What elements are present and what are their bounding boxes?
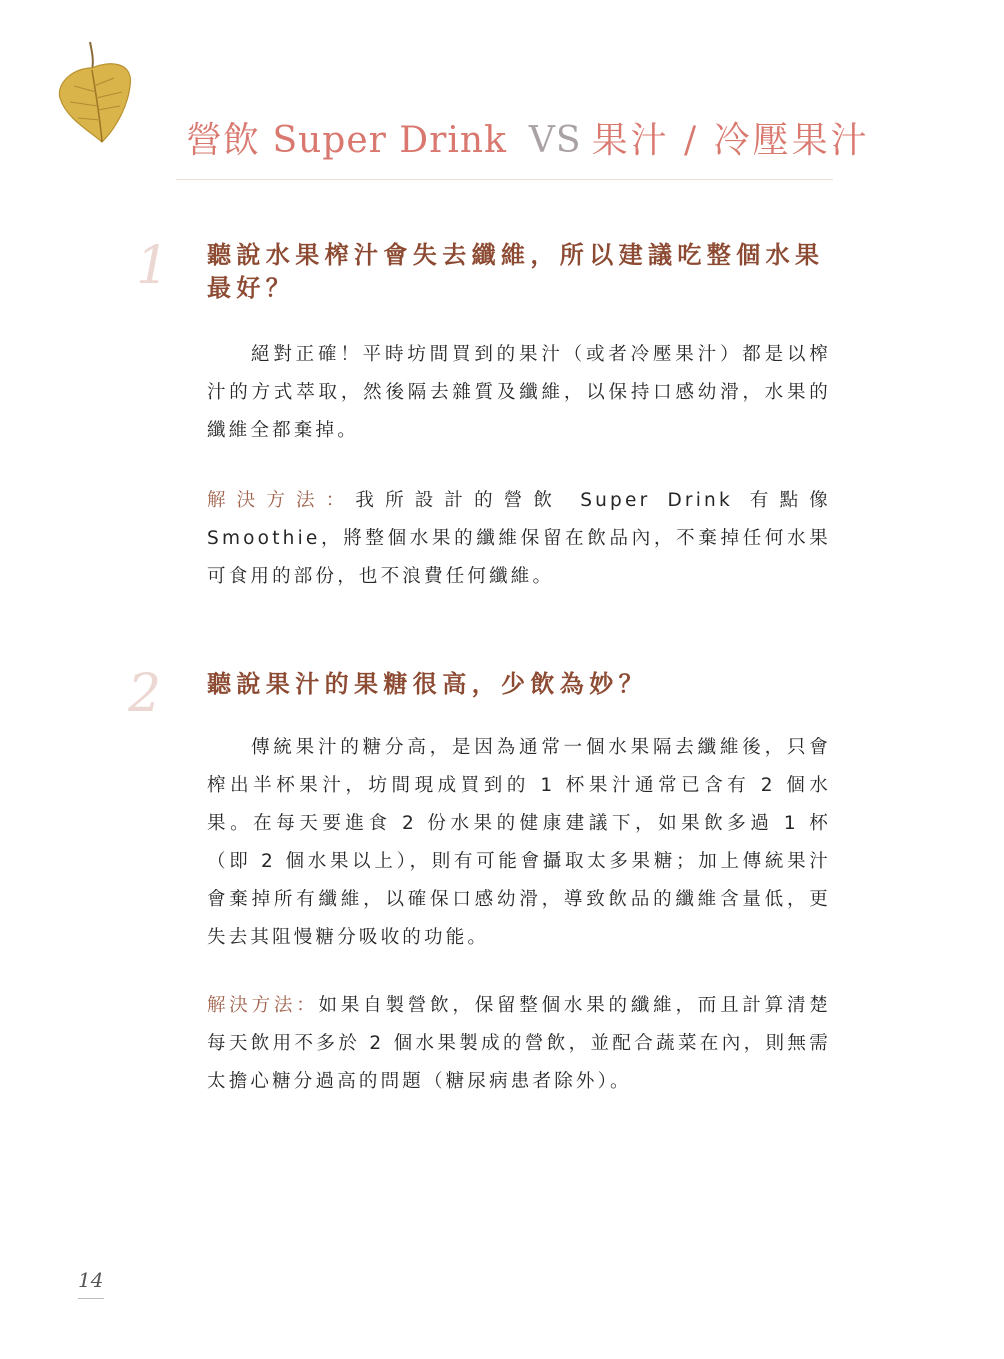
title-super-drink: 營飲 Super Drink	[186, 120, 507, 161]
title-vs: VS	[528, 120, 582, 161]
title-divider	[176, 179, 833, 180]
title-juice: 果汁 / 冷壓果汁	[591, 120, 870, 161]
answer-2-body: 傳統果汁的糖分高，是因為通常一個水果隔去纖維後，只會榨出半杯果汁，坊間現成買到的 1 杯果汁通常已含有 2 個水果。在每天要進食 2 份水果的健康建議下，如果飲多過 1 杯（即 2 個水果以上），則有可能會攝取太多果糖；加上傳統果汁會棄掉所有纖維，以確保口感幼滑，導致飲品的纖維含量低，更失去其阻慢糖分吸收的功能。	[207, 737, 831, 948]
page-number: 14	[78, 1268, 104, 1292]
solution-2-label: 解決方法：	[207, 995, 319, 1016]
solution-1	[207, 482, 831, 596]
solution-2-text: 如果自製營飲，保留整個水果的纖維，而且計算清楚每天飲用不多於 2 個水果製成的營飲，並配合蔬菜在內，則無需太擔心糖分過高的問題（糖尿病患者除外）。	[207, 995, 831, 1092]
solution-1-label: 解決方法：	[207, 490, 356, 511]
question-2-heading: 聽說果汁的果糖很高，少飲為妙？	[207, 669, 648, 698]
leaf-illustration	[52, 38, 142, 148]
answer-1-body: 絕對正確！平時坊間買到的果汁（或者冷壓果汁）都是以榨汁的方式萃取，然後隔去雜質及纖維，以保持口感幼滑，水果的纖維全都棄掉。	[207, 344, 831, 441]
section-number-2: 2	[128, 664, 162, 724]
solution-2	[207, 987, 831, 1101]
question-1-heading: 聽說水果榨汁會失去纖維，所以建議吃整個水果最好？	[207, 240, 825, 302]
section-number-1: 1	[136, 236, 170, 296]
page-number-rule	[78, 1298, 104, 1299]
solution-1-text: 我所設計的營飲 Super Drink 有點像 Smoothie，將整個水果的纖維保留在飲品內，不棄掉任何水果可食用的部份，也不浪費任何纖維。	[207, 490, 831, 587]
page-title	[186, 112, 870, 163]
